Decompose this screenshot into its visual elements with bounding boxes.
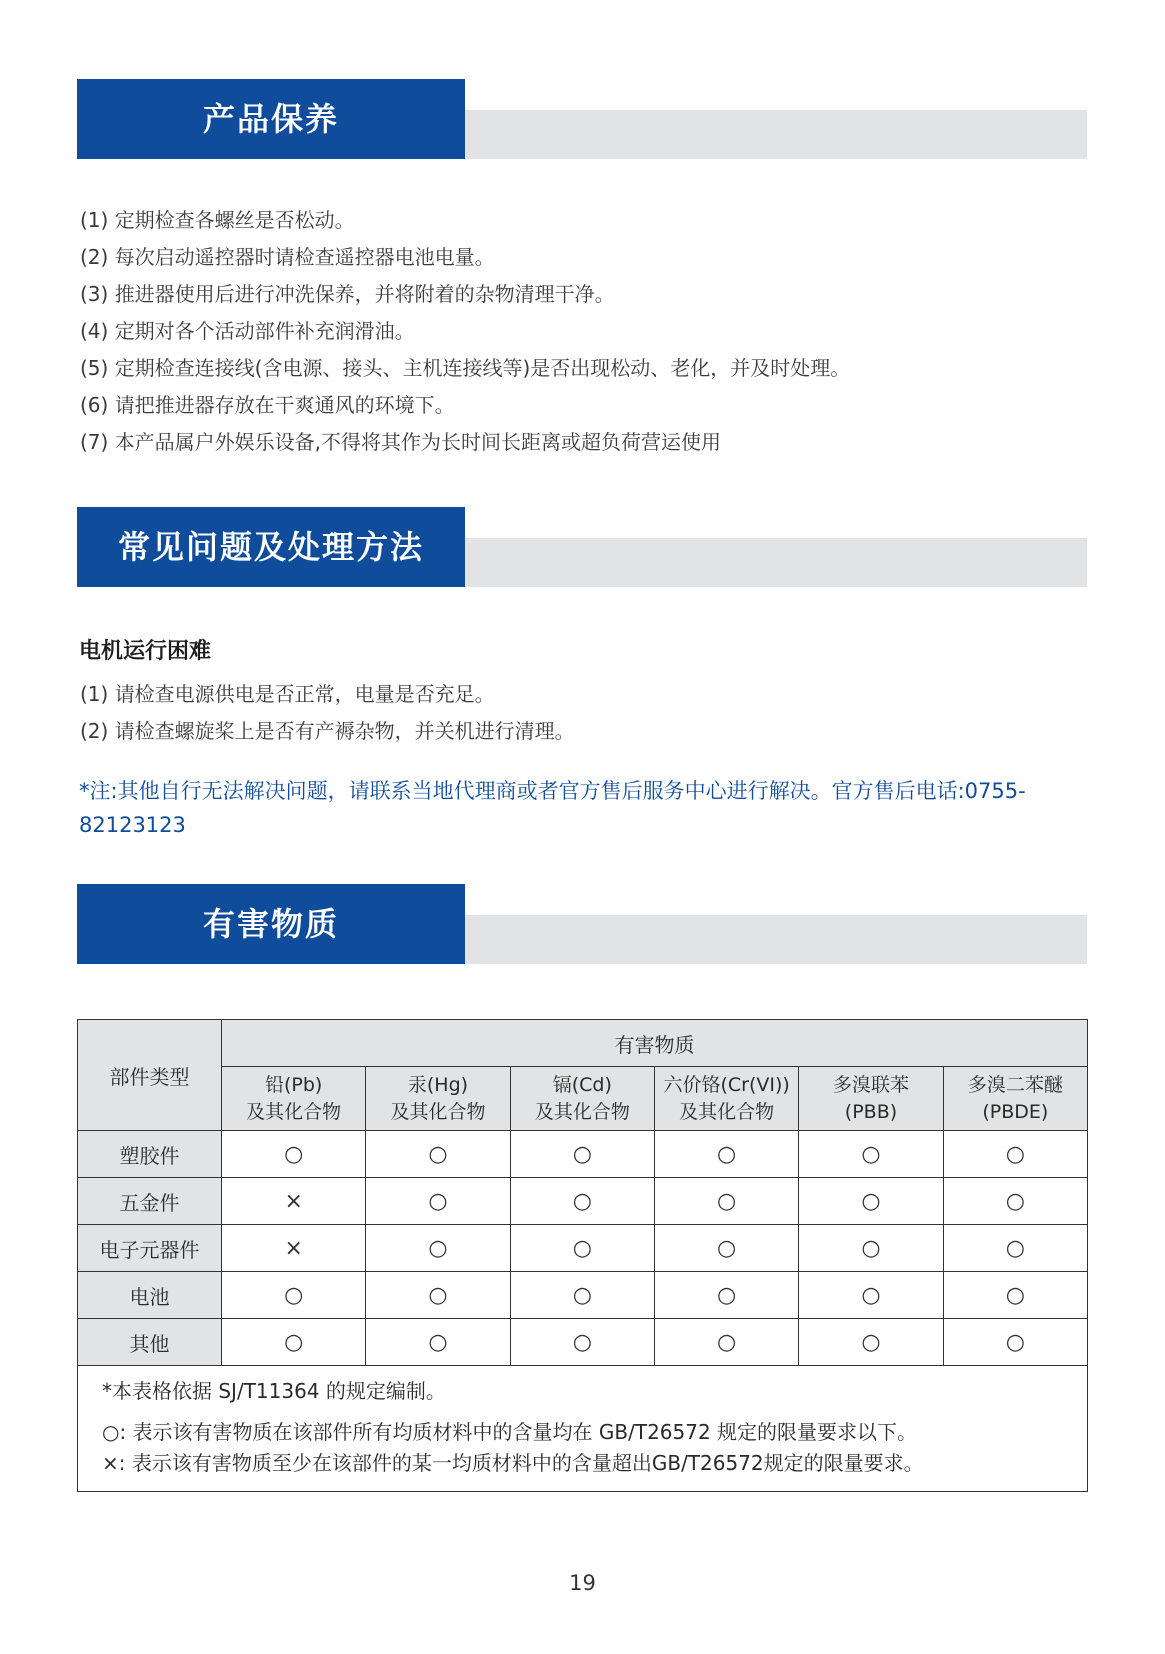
section-header-faq bbox=[77, 507, 1087, 587]
substance-mark: ○ bbox=[654, 1272, 798, 1319]
column-header: 多溴二苯醚 (PBDE) bbox=[943, 1067, 1087, 1131]
footnote: ×: 表示该有害物质至少在该部件的某一均质材料中的含量超出GB/T26572规定的限量要求。 bbox=[102, 1451, 924, 1475]
list-item: (6) 请把推进器存放在干爽通风的环境下。 bbox=[80, 393, 455, 417]
part-name: 电池 bbox=[78, 1272, 222, 1319]
substance-mark: ○ bbox=[943, 1131, 1087, 1178]
substance-mark: ○ bbox=[366, 1178, 510, 1225]
substance-mark: ○ bbox=[943, 1225, 1087, 1272]
substance-mark: ○ bbox=[799, 1225, 943, 1272]
substance-mark: ○ bbox=[799, 1319, 943, 1366]
part-name: 五金件 bbox=[78, 1178, 222, 1225]
substance-mark: × bbox=[222, 1225, 366, 1272]
part-name: 塑胶件 bbox=[78, 1131, 222, 1178]
substance-mark: ○ bbox=[510, 1225, 654, 1272]
substance-mark: ○ bbox=[222, 1319, 366, 1366]
substance-mark: ○ bbox=[799, 1272, 943, 1319]
part-name: 电子元器件 bbox=[78, 1225, 222, 1272]
column-header: 六价铬(Cr(VI)) 及其化合物 bbox=[654, 1067, 798, 1131]
substance-mark: ○ bbox=[222, 1272, 366, 1319]
list-item: (1) 请检查电源供电是否正常，电量是否充足。 bbox=[80, 682, 495, 706]
substance-mark: ○ bbox=[510, 1131, 654, 1178]
substance-mark: ○ bbox=[222, 1131, 366, 1178]
substance-mark: ○ bbox=[943, 1178, 1087, 1225]
part-name: 其他 bbox=[78, 1319, 222, 1366]
hazardous-substances-table bbox=[77, 1019, 1088, 1492]
column-header: 镉(Cd) 及其化合物 bbox=[510, 1067, 654, 1131]
faq-subheading: 电机运行困难 bbox=[79, 639, 212, 664]
table-row bbox=[78, 1178, 1088, 1225]
substance-mark: ○ bbox=[366, 1131, 510, 1178]
substance-mark: ○ bbox=[943, 1319, 1087, 1366]
substance-group-header: 有害物质 bbox=[222, 1020, 1088, 1067]
substance-mark: ○ bbox=[654, 1178, 798, 1225]
maintenance-list bbox=[80, 202, 850, 461]
table-row bbox=[78, 1131, 1088, 1178]
list-item: (3) 推进器使用后进行冲洗保养，并将附着的杂物清理干净。 bbox=[80, 282, 615, 306]
footnote: ○: 表示该有害物质在该部件所有均质材料中的含量均在 GB/T26572 规定的限量要求以下。 bbox=[102, 1420, 918, 1444]
faq-list bbox=[80, 676, 575, 750]
list-item: (2) 请检查螺旋桨上是否有产褥杂物，并关机进行清理。 bbox=[80, 719, 575, 743]
substance-mark: ○ bbox=[510, 1319, 654, 1366]
section-header-hazard bbox=[77, 884, 1087, 964]
column-header: 铅(Pb) 及其化合物 bbox=[222, 1067, 366, 1131]
section-header-rule bbox=[465, 110, 1087, 159]
section-title: 有害物质 bbox=[202, 905, 339, 943]
table-footnotes bbox=[78, 1366, 1088, 1492]
service-note: *注:其他自行无法解决问题，请联系当地代理商或者官方售后服务中心进行解决。官方售后电话:0755-82123123 bbox=[79, 779, 1026, 837]
list-item: (7) 本产品属户外娱乐设备,不得将其作为长时间长距离或超负荷营运使用 bbox=[80, 430, 722, 454]
list-item: (2) 每次启动遥控器时请检查遥控器电池电量。 bbox=[80, 245, 495, 269]
substance-mark: ○ bbox=[943, 1272, 1087, 1319]
section-header-rule bbox=[465, 538, 1087, 587]
list-item: (1) 定期检查各螺丝是否松动。 bbox=[80, 208, 355, 232]
substance-mark: ○ bbox=[654, 1131, 798, 1178]
footnote: *本表格依据 SJ/T11364 的规定编制。 bbox=[102, 1379, 446, 1403]
section-title: 产品保养 bbox=[202, 100, 339, 138]
substance-mark: ○ bbox=[799, 1131, 943, 1178]
list-item: (5) 定期检查连接线(含电源、接头、主机连接线等)是否出现松动、老化，并及时处理。 bbox=[80, 356, 851, 380]
substance-mark: ○ bbox=[799, 1178, 943, 1225]
section-title-bar bbox=[77, 884, 465, 964]
section-title-bar bbox=[77, 79, 465, 159]
column-header: 汞(Hg) 及其化合物 bbox=[366, 1067, 510, 1131]
substance-mark: ○ bbox=[366, 1225, 510, 1272]
section-header-maintenance bbox=[77, 79, 1087, 159]
table-row bbox=[78, 1319, 1088, 1366]
section-header-rule bbox=[465, 915, 1087, 964]
column-header: 多溴联苯 (PBB) bbox=[799, 1067, 943, 1131]
substance-mark: ○ bbox=[366, 1272, 510, 1319]
section-title-bar bbox=[77, 507, 465, 587]
substance-mark: × bbox=[222, 1178, 366, 1225]
list-item: (4) 定期对各个活动部件补充润滑油。 bbox=[80, 319, 415, 343]
substance-mark: ○ bbox=[510, 1178, 654, 1225]
part-type-header: 部件类型 bbox=[78, 1020, 222, 1131]
substance-mark: ○ bbox=[366, 1319, 510, 1366]
page-number: 19 bbox=[569, 1571, 596, 1595]
substance-mark: ○ bbox=[654, 1319, 798, 1366]
section-title: 常见问题及处理方法 bbox=[117, 528, 424, 566]
substance-mark: ○ bbox=[510, 1272, 654, 1319]
table-row bbox=[78, 1225, 1088, 1272]
table-row bbox=[78, 1272, 1088, 1319]
substance-mark: ○ bbox=[654, 1225, 798, 1272]
